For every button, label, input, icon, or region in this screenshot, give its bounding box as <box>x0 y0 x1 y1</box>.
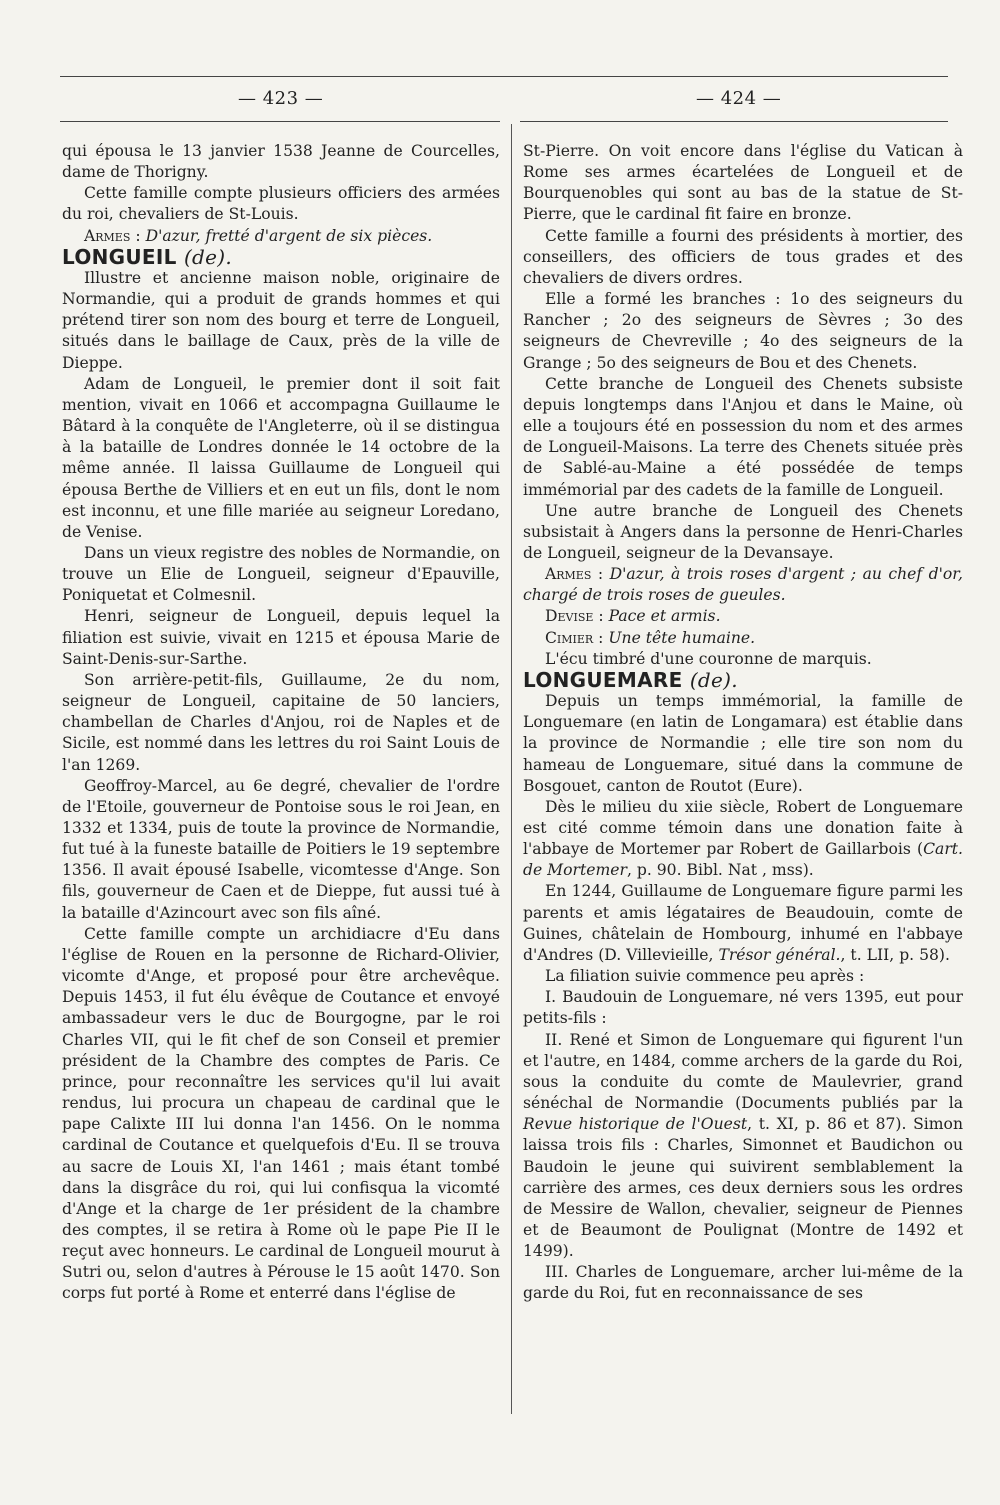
citation-title: Revue historique de l'Ouest <box>523 1115 748 1134</box>
armes-label: Armes : <box>545 565 604 584</box>
text-run: II. René et Simon de Longuemare qui figurent l'un et l'autre, en 1484, comme archers de la garde du Roi, sous la conduite du comte de Maulevrier, grand sénéchal de Normandie (Documents publiés par la <box>523 1030 963 1113</box>
armes-line <box>523 564 963 606</box>
paragraph: Cette famille compte plusieurs officiers des armées du roi, chevaliers de St-Louis. <box>62 184 500 224</box>
paragraph: Une autre branche de Longueil des Chenets subsistait à Angers dans la personne de Henri-Charles de Longueil, seigneur de la Devansaye. <box>523 501 963 562</box>
top-rule <box>60 76 948 77</box>
heading-particle: (de). <box>183 244 233 269</box>
devise-text: Pace et armis. <box>608 607 721 626</box>
paragraph: Cette branche de Longueil des Chenets subsiste depuis longtemps dans l'Anjou et dans le Maine, où elle a toujours été en possession du nom et des armes de Longueil-Maisons. La terre des Chenets située près de Sablé-au-Maine a été possédée de temps immémorial par des cadets de la famille de Longueil. <box>523 374 963 499</box>
paragraph: Illustre et ancienne maison noble, originaire de Normandie, qui a produit de grands hommes et qui prétend tirer son nom des bourg et terre de Longueil, situés dans le baillage de Caux, près de la ville de Dieppe. <box>62 268 500 372</box>
text-run: , p. 90. Bibl. Nat , mss). <box>626 861 814 880</box>
heading-particle: (de). <box>689 667 738 692</box>
text-run: , t. XI, p. 86 et 87). Simon laissa trois fils : Charles, Simonnet et Baudichon ou Baudoin le jeune qui suivirent semblablement la carrière des armes, ces deux derniers sous les ordres de Messire de Wallon, chevalier, seigneur de Piennes et de Beaumont de Poulignat (Montre de 1492 et 1499). <box>523 1115 963 1261</box>
armes-label: Armes : <box>84 226 141 245</box>
cimier-text: Une tête humaine. <box>608 628 756 647</box>
paragraph: St-Pierre. On voit encore dans l'église du Vatican à Rome ses armes écartelées de Longueil et de Bourquenobles qui sont au bas de la statue de St-Pierre, que le cardinal fit faire en bronze. <box>523 142 963 224</box>
heading-name: LONGUEIL <box>62 244 177 269</box>
text-run: , t. LII, p. 58). <box>840 945 950 964</box>
paragraph: Son arrière-petit-fils, Guillaume, 2e du nom, seigneur de Longueil, capitaine de 50 lanciers, chambellan de Charles d'Anjou, roi de Naples et de Sicile, est nommé dans les lettres du roi Saint Louis de l'an 1269. <box>62 670 500 774</box>
paragraph: Geoffroy-Marcel, au 6e degré, chevalier de l'ordre de l'Etoile, gouverneur de Pontoise sous le roi Jean, en 1332 et 1334, puis de toute la province de Normandie, fut tué à la funeste bataille de Poitiers le 19 septembre 1356. Il avait épousé Isabelle, vicomtesse d'Ange. Son fils, gouverneur de Caen et de Dieppe, fut aussi tué à la bataille d'Azincourt avec son fils aîné. <box>62 776 500 922</box>
paragraph <box>523 1030 963 1263</box>
paragraph: La filiation suivie commence peu après : <box>545 967 865 986</box>
cimier-label: Cimier : <box>545 628 604 647</box>
right-page-column <box>523 141 963 1305</box>
section-heading-longueil <box>62 244 500 269</box>
page-number-right: — 424 — <box>696 88 782 109</box>
paragraph: Cette famille compte un archidiacre d'Eu dans l'église de Rouen en la personne de Richard-Olivier, vicomte d'Ange, et proposé pour être archevêque. Depuis 1453, il fut élu évêque de Coutance et envoyé ambassadeur vers le duc de Bourgogne, par le roi Charles VII, qui le fit chef de son Conseil et premier président de la Chambre des comptes de Paris. Ce prince, pour reconnaître les services qu'il lui avait rendus, lui procura un chapeau de cardinal que le pape Calixte III lui donna l'an 1456. On le nomma cardinal de Coutance et quelquefois d'Eu. Il se trouva au sacre de Louis XI, l'an 1461 ; mais étant tombé dans la disgrâce du roi, qui lui confisqua la vicomté d'Ange et la charge de 1er président de la chambre des comptes, il se retira à Rome où le pape Pie II le reçut avec honneurs. Le cardinal de Longueil mourut à Sutri ou, selon d'autres à Pérouse le 15 août 1470. Son corps fut porté à Rome et enterré dans l'église de <box>62 924 500 1303</box>
armes-text: D'azur, à trois roses d'argent ; au chef d'or, chargé de trois roses de gueules. <box>523 565 963 605</box>
paragraph: qui épousa le 13 janvier 1538 Jeanne de Courcelles, dame de Thorigny. <box>62 142 500 182</box>
header-rule-right <box>520 121 948 122</box>
paragraph: III. Charles de Longuemare, archer lui-même de la garde du Roi, fut en reconnaissance de ses <box>523 1263 963 1303</box>
paragraph <box>523 797 963 882</box>
paragraph: Henri, seigneur de Longueil, depuis lequel la filiation est suivie, vivait en 1215 et épousa Marie de Saint-Denis-sur-Sarthe. <box>62 607 500 668</box>
page-number-left: — 423 — <box>238 88 324 109</box>
paragraph: I. Baudouin de Longuemare, né vers 1395, eut pour petits-fils : <box>523 988 963 1028</box>
paragraph: Adam de Longueil, le premier dont il soit fait mention, vivait en 1066 et accompagna Guillaume le Bâtard à la conquête de l'Angleterre, où il se distingua à la bataille de Londres donnée le 14 octobre de la même année. Il laissa Guillaume de Longueil qui épousa Berthe de Villiers et en eut un fils, dont le nom est inconnu, et une fille mariée au seigneur Loredano, de Venise. <box>62 374 500 541</box>
armes-line <box>62 226 500 247</box>
citation-title: Cart. de Mortemer <box>523 840 963 880</box>
devise-label: Devise : <box>545 607 604 626</box>
citation-title: Trésor général. <box>718 945 841 964</box>
column-divider <box>511 124 512 1414</box>
text-run: En 1244, Guillaume de Longuemare figure parmi les parents et amis légataires de Beaudouin, comte de Guines, châtelain de Hombourg, inhumé en l'abbaye d'Andres (D. Villevieille, <box>523 882 963 964</box>
heading-name: LONGUEMARE <box>523 667 683 692</box>
paragraph: Depuis un temps immémorial, la famille de Longuemare (en latin de Longamara) est établie dans la province de Normandie ; elle tire son nom du hameau de Longuemare, situé dans la commune de Bosgouet, canton de Routot (Eure). <box>523 692 963 795</box>
paragraph: Dans un vieux registre des nobles de Normandie, on trouve un Elie de Longueil, seigneur d'Epauville, Poniquetat et Colmesnil. <box>62 543 500 605</box>
section-heading-longuemare <box>523 667 963 692</box>
paragraph: L'écu timbré d'une couronne de marquis. <box>545 649 872 668</box>
left-page-column <box>62 141 500 1305</box>
paragraph: Cette famille a fourni des présidents à mortier, des conseillers, des officiers de tous grades et des chevaliers de divers ordres. <box>523 226 963 287</box>
cimier-line <box>523 628 963 649</box>
paragraph: Elle a formé les branches : 1o des seigneurs du Rancher ; 2o des seigneurs de Sèvres ; 3o des seigneurs de Chevreville ; 4o des seigneurs de la Grange ; 5o des seigneurs de Bou et des Chenets. <box>523 290 963 372</box>
devise-line <box>523 606 963 627</box>
paragraph <box>523 881 963 966</box>
armes-text: D'azur, fretté d'argent de six pièces. <box>145 226 433 245</box>
text-run: Dès le milieu du xiie siècle, Robert de Longuemare est cité comme témoin dans une donation faite à l'abbaye de Mortemer par Robert de Gaillarbois ( <box>523 797 963 859</box>
header-rule-left <box>60 121 500 122</box>
